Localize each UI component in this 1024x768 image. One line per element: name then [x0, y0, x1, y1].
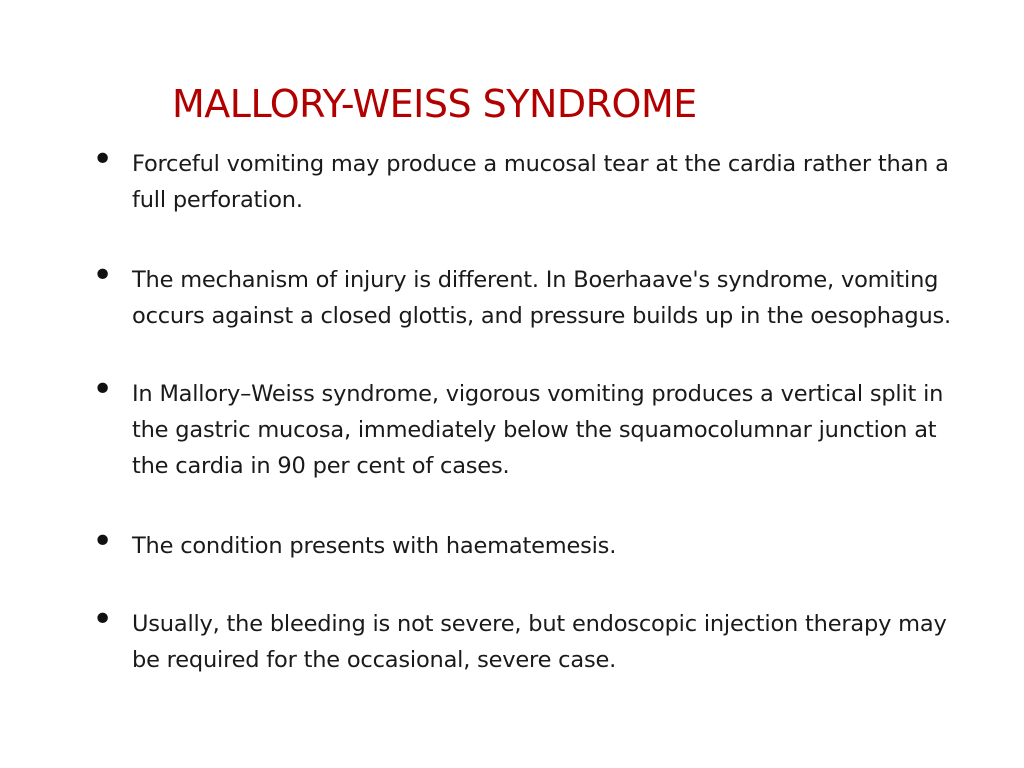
bullet-point-icon: •: [92, 599, 114, 640]
bullet-text: Usually, the bleeding is not severe, but endoscopic injection therapy may be required for the occasional, severe case.: [132, 611, 947, 673]
bullet-text: The mechanism of injury is different. In Boerhaave's syndrome, vomiting occurs against a closed glottis, and pressure builds up in the oesophagus.: [132, 267, 952, 329]
bullet-point-icon: •: [92, 369, 114, 410]
bullet-point-icon: •: [92, 255, 114, 296]
bullet-point-icon: •: [92, 521, 114, 562]
bullet-text: Forceful vomiting may produce a mucosal tear at the cardia rather than a full perforation.: [132, 151, 949, 213]
bullet-text: In Mallory–Weiss syndrome, vigorous vomiting produces a vertical split in the gastric mucosa, immediately below the squamocolumnar junction at the cardia in 90 per cent of cases.: [132, 381, 944, 479]
slide-title: MALLORY-WEISS SYNDROME: [172, 82, 697, 126]
bullet-text: The condition presents with haematemesis.: [132, 533, 617, 559]
bullet-point-icon: •: [92, 139, 114, 180]
